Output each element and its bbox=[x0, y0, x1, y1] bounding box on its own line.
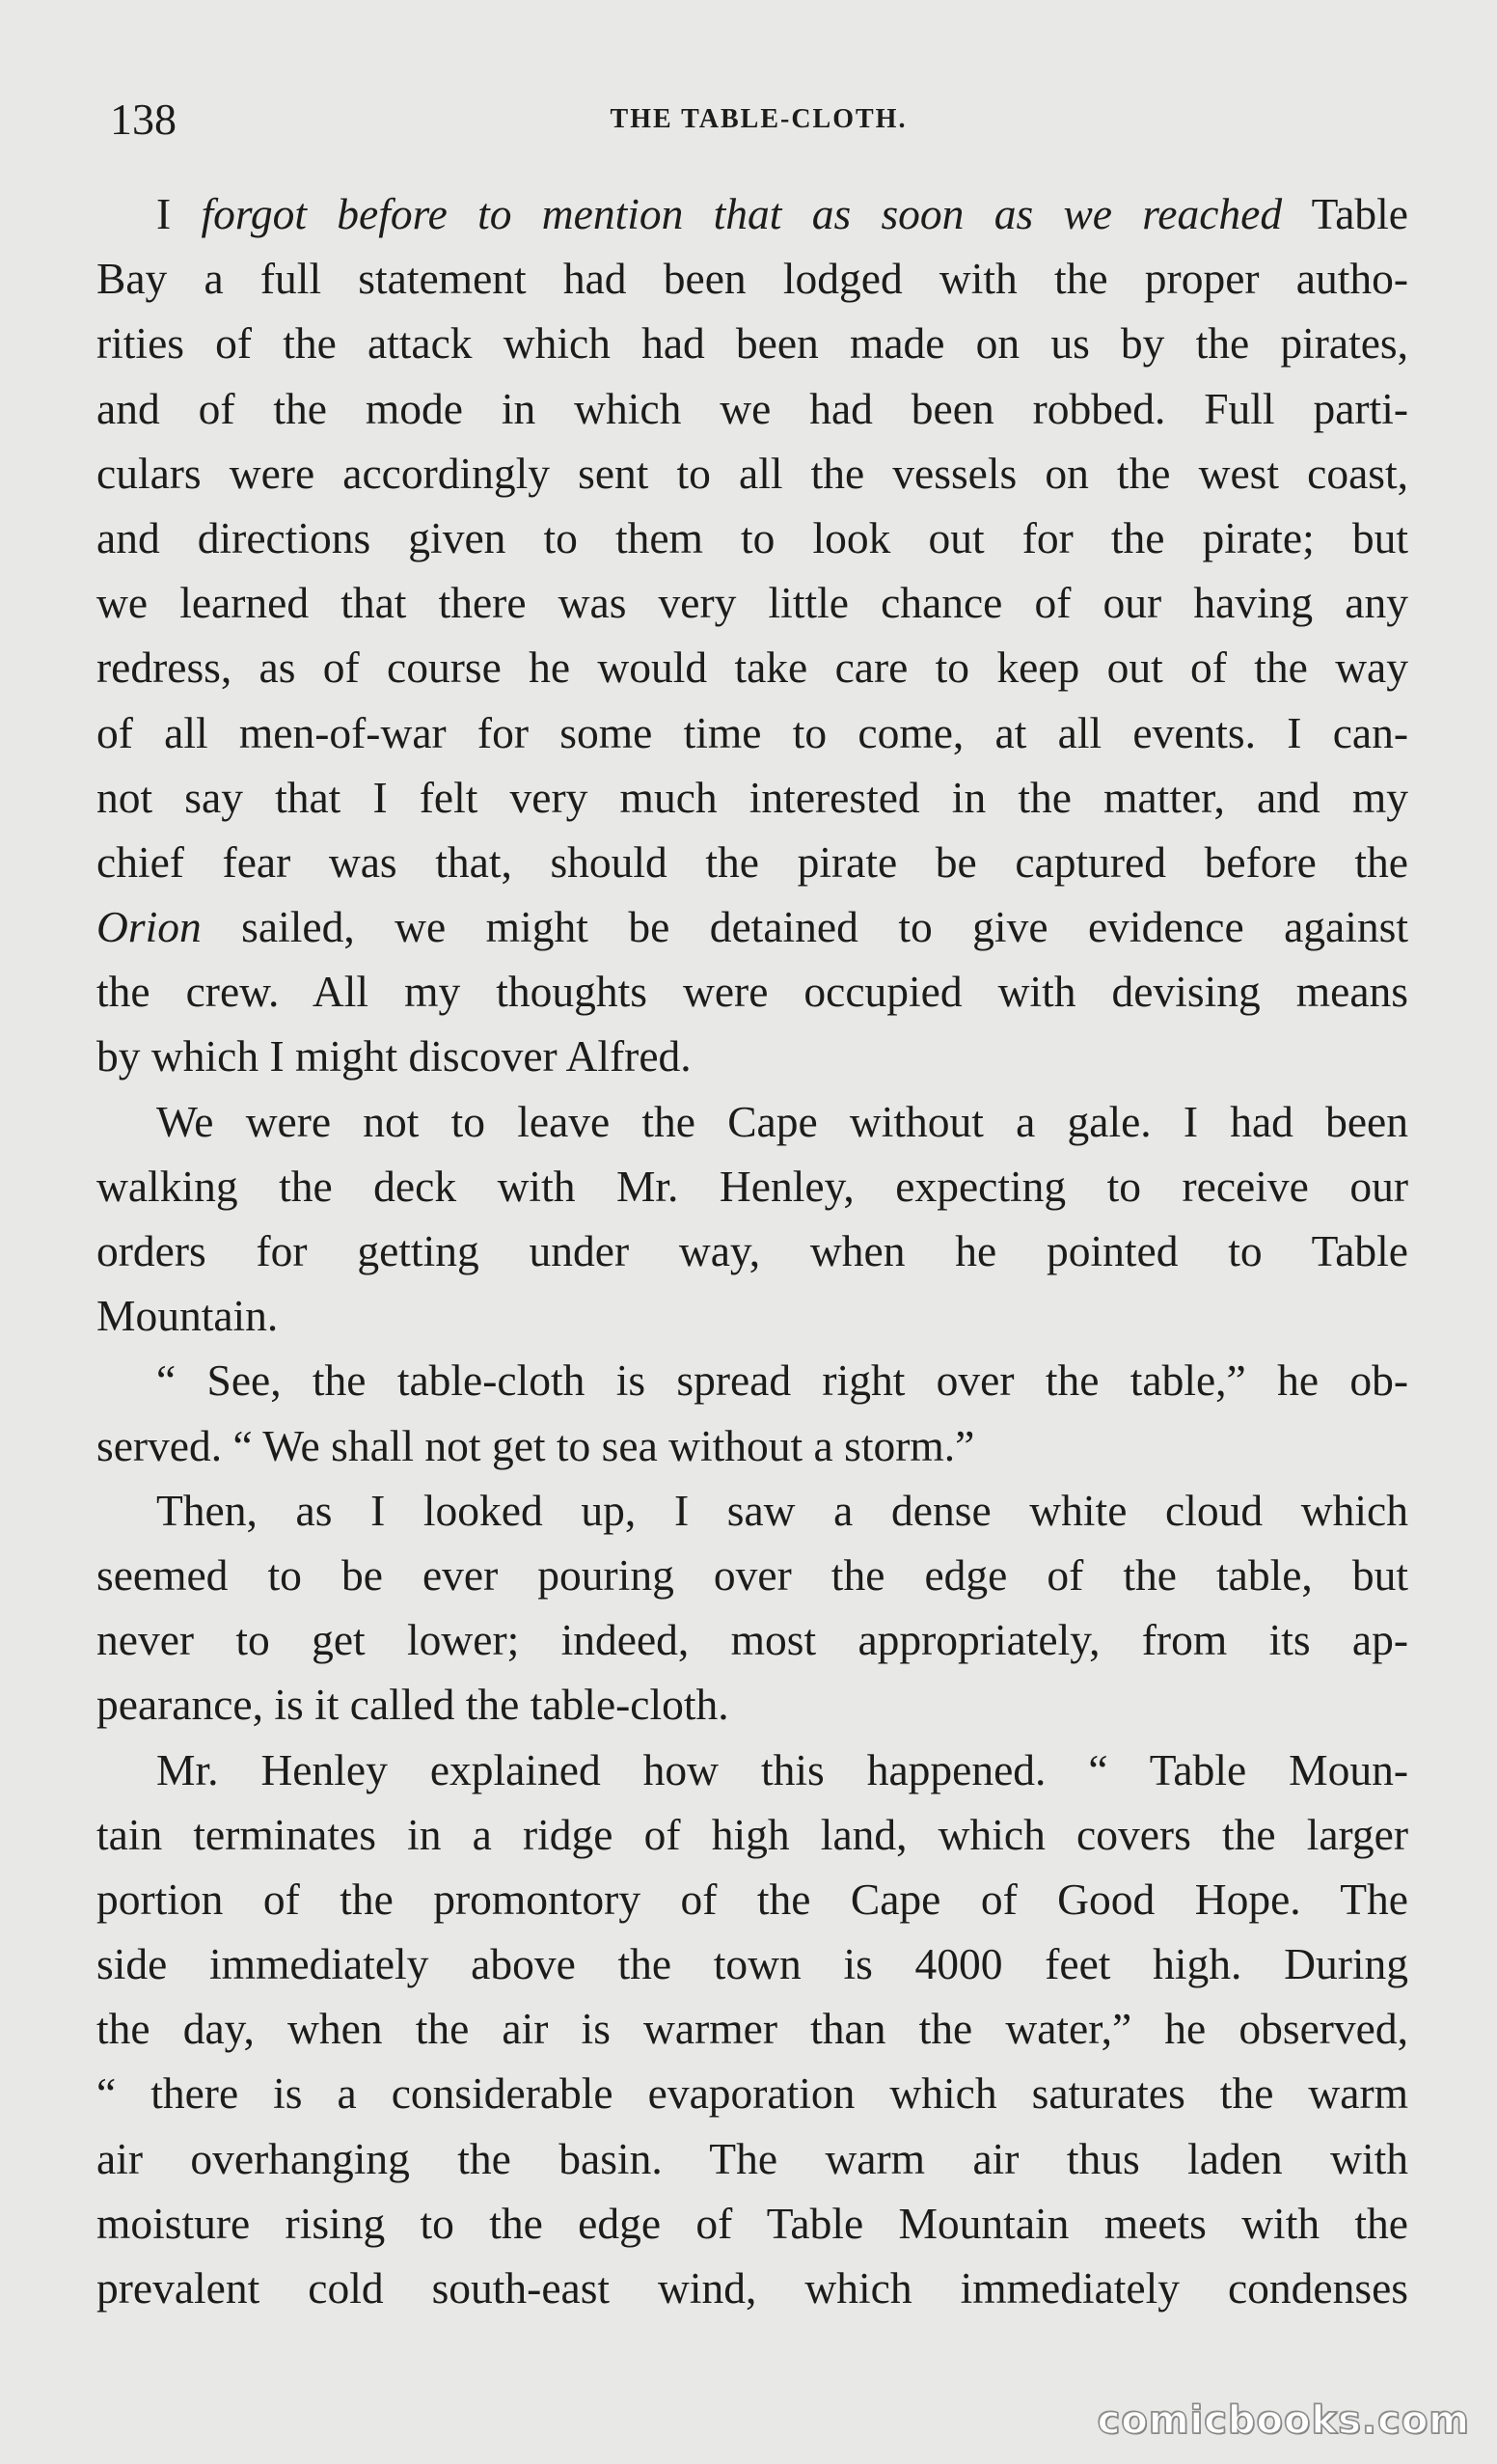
italic-text: forgot before to mention that as soon as we reached bbox=[201, 189, 1283, 238]
line-text: not say that I felt very much interested in the matter, and my bbox=[96, 772, 1408, 822]
text-line bbox=[96, 1218, 1408, 1283]
text-line bbox=[96, 1802, 1408, 1867]
line-text: Table bbox=[1282, 189, 1408, 238]
line-text: portion of the promontory of the Cape of Good Hope. The bbox=[96, 1874, 1408, 1924]
line-text: Mountain. bbox=[96, 1291, 279, 1341]
text-line bbox=[96, 570, 1408, 635]
text-line bbox=[96, 1607, 1408, 1672]
text-line bbox=[96, 1154, 1408, 1218]
page-header bbox=[110, 93, 1407, 151]
text-line bbox=[96, 830, 1408, 894]
line-text: served. “ We shall not get to sea without a storm.” bbox=[96, 1420, 975, 1470]
line-text: chief fear was that, should the pirate be captured before the bbox=[96, 836, 1408, 887]
text-line bbox=[96, 2191, 1408, 2256]
text-line bbox=[96, 2061, 1408, 2125]
text-line bbox=[96, 441, 1408, 506]
page-number: 138 bbox=[110, 95, 177, 144]
body-text bbox=[96, 181, 1408, 2320]
line-text: rities of the attack which had been made on us by the pirates, bbox=[96, 318, 1408, 369]
line-text: Bay a full statement had been lodged with the proper autho- bbox=[96, 254, 1408, 304]
italic-text: Orion bbox=[96, 902, 202, 952]
text-line bbox=[96, 1348, 1408, 1412]
text-line bbox=[96, 1024, 1408, 1088]
text-line bbox=[96, 246, 1408, 311]
line-text: sailed, we might be detained to give evidence against bbox=[201, 902, 1408, 952]
text-line bbox=[96, 1089, 1408, 1154]
text-line bbox=[96, 311, 1408, 375]
text-line bbox=[96, 2126, 1408, 2191]
line-text: moisture rising to the edge of Table Mountain meets with the bbox=[96, 2198, 1408, 2248]
text-line bbox=[96, 1478, 1408, 1543]
text-line bbox=[96, 700, 1408, 765]
text-line bbox=[96, 506, 1408, 570]
line-text: “ there is a considerable evaporation which saturates the warm bbox=[96, 2068, 1408, 2119]
line-text: “ See, the table-cloth is spread right over the table,” he ob- bbox=[156, 1355, 1408, 1406]
line-text: pearance, is it called the table-cloth. bbox=[96, 1680, 729, 1730]
line-text: Then, as I looked up, I saw a dense white cloud which bbox=[156, 1485, 1408, 1535]
line-text: We were not to leave the Cape without a gale. I had been bbox=[156, 1096, 1408, 1146]
line-text: tain terminates in a ridge of high land, which covers the larger bbox=[96, 1809, 1408, 1859]
line-text: side immediately above the town is 4000 feet high. During bbox=[96, 1939, 1408, 1989]
text-line bbox=[96, 959, 1408, 1024]
text-line bbox=[96, 376, 1408, 441]
line-text: the day, when the air is warmer than the water,” he observed, bbox=[96, 2004, 1408, 2054]
text-line bbox=[96, 1543, 1408, 1607]
text-line bbox=[96, 765, 1408, 830]
text-line bbox=[96, 635, 1408, 699]
text-line bbox=[96, 1413, 1408, 1478]
watermark: comicbooks.com bbox=[1097, 2398, 1470, 2443]
line-text: air overhanging the basin. The warm air thus laden with bbox=[96, 2133, 1408, 2183]
text-line bbox=[96, 2256, 1408, 2320]
text-line bbox=[96, 1931, 1408, 1996]
running-title: THE TABLE-CLOTH. bbox=[610, 104, 908, 134]
line-text: orders for getting under way, when he pointed to Table bbox=[96, 1226, 1408, 1275]
line-text: by which I might discover Alfred. bbox=[96, 1031, 692, 1081]
text-line bbox=[96, 1738, 1408, 1802]
text-line bbox=[96, 181, 1408, 246]
line-text: of all men-of-war for some time to come, at all events. I can- bbox=[96, 707, 1408, 757]
line-text: Mr. Henley explained how this happened. “ Table Moun- bbox=[156, 1744, 1408, 1794]
line-text: prevalent cold south-east wind, which immediately condenses bbox=[96, 2263, 1408, 2313]
text-line bbox=[96, 1996, 1408, 2061]
text-line bbox=[96, 1867, 1408, 1931]
line-text: and directions given to them to look out for the pirate; but bbox=[96, 512, 1408, 562]
line-text: seemed to be ever pouring over the edge of the table, but bbox=[96, 1549, 1408, 1600]
line-text: the crew. All my thoughts were occupied with devising means bbox=[96, 967, 1408, 1017]
text-line bbox=[96, 1283, 1408, 1348]
line-text: we learned that there was very little chance of our having any bbox=[96, 578, 1408, 628]
line-text: walking the deck with Mr. Henley, expecting to receive our bbox=[96, 1161, 1408, 1211]
line-text: culars were accordingly sent to all the vessels on the west coast, bbox=[96, 448, 1408, 498]
line-text: I bbox=[156, 189, 202, 238]
text-line bbox=[96, 894, 1408, 959]
text-line bbox=[96, 1672, 1408, 1737]
line-text: never to get lower; indeed, most appropriately, from its ap- bbox=[96, 1615, 1408, 1665]
line-text: redress, as of course he would take care to keep out of the way bbox=[96, 643, 1408, 693]
line-text: and of the mode in which we had been robbed. Full parti- bbox=[96, 383, 1408, 433]
